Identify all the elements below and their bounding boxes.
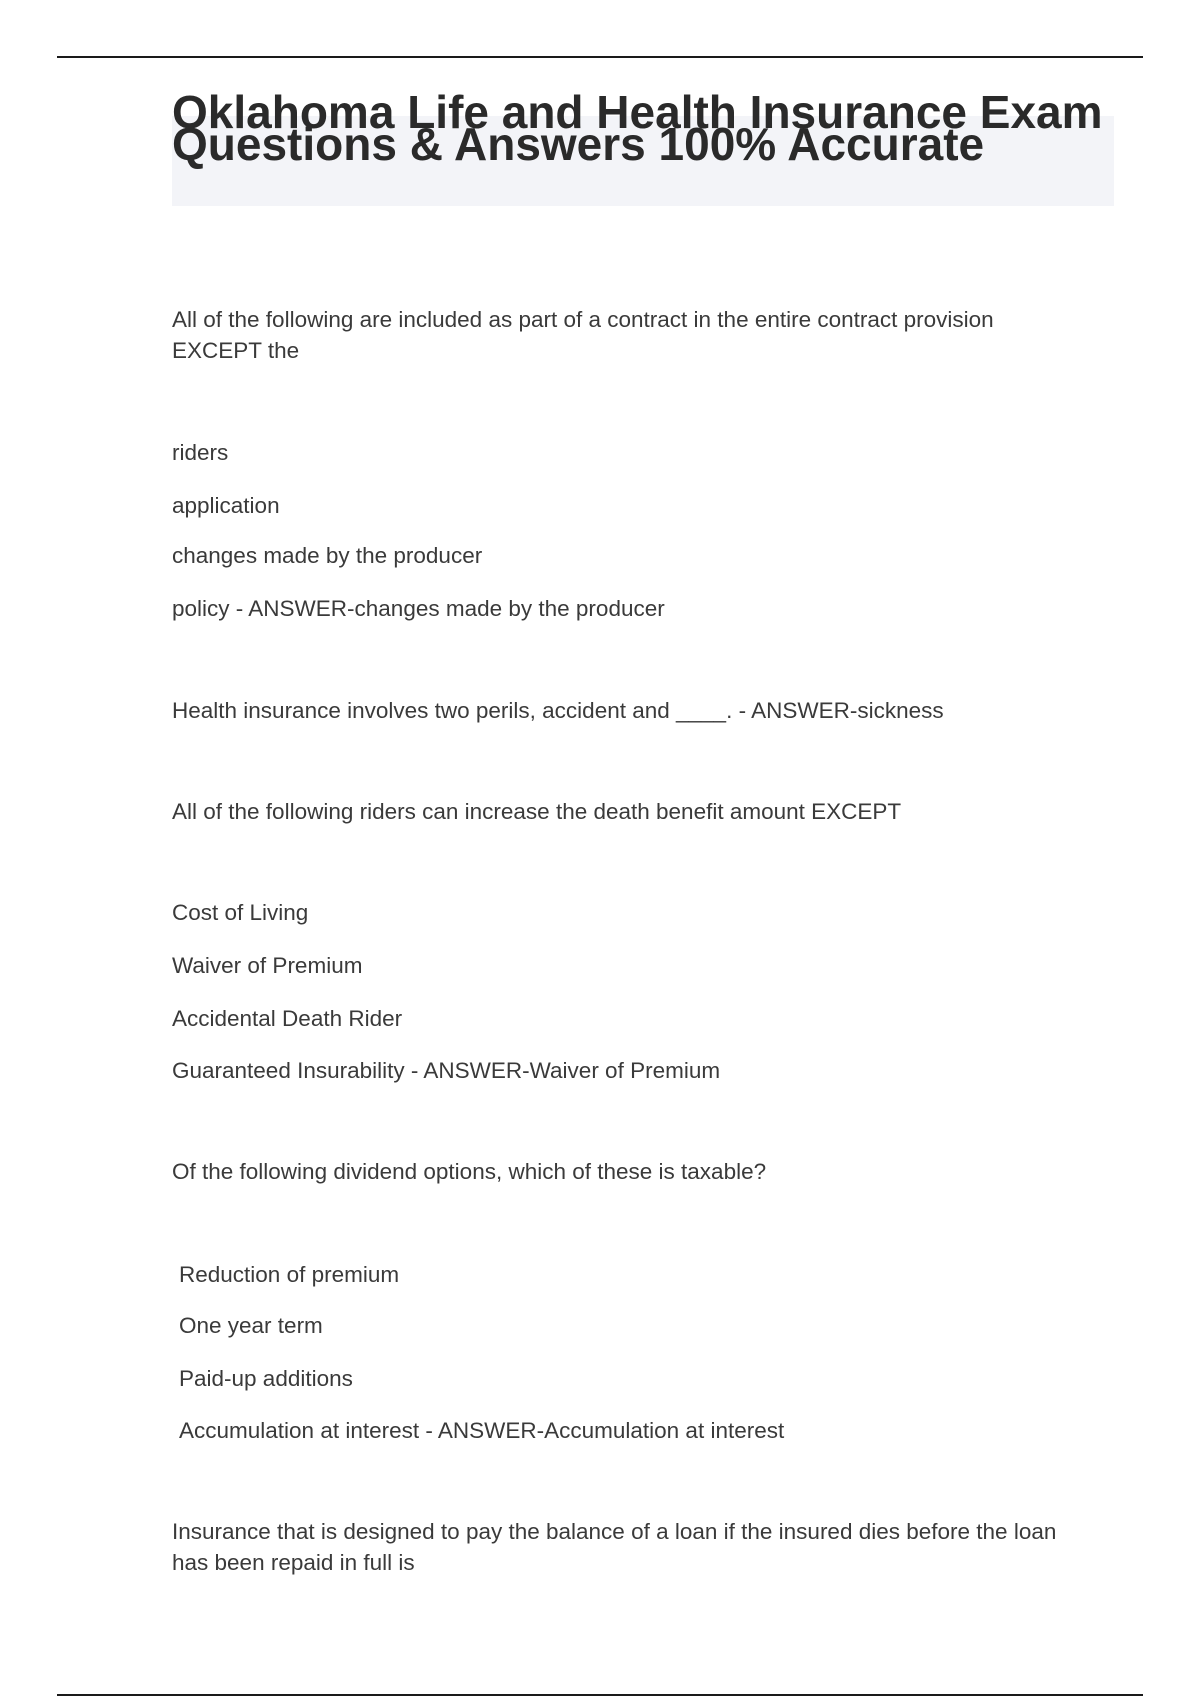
- question-3-option-2: Waiver of Premium: [172, 953, 363, 978]
- question-3-option-1: Cost of Living: [172, 900, 309, 925]
- question-3-option-4-answer: Guaranteed Insurability - ANSWER-Waiver of Premium: [172, 1058, 721, 1083]
- question-1-option-1: riders: [172, 440, 229, 465]
- question-1-option-4-answer: policy - ANSWER-changes made by the producer: [172, 596, 665, 621]
- question-4-option-4-answer: Accumulation at interest - ANSWER-Accumulation at interest: [179, 1418, 785, 1443]
- question-4-option-1: Reduction of premium: [179, 1262, 400, 1287]
- question-1-option-2: application: [172, 493, 280, 518]
- question-1-option-3: changes made by the producer: [172, 543, 483, 568]
- question-4-text: Of the following dividend options, which of these is taxable?: [172, 1159, 767, 1184]
- question-2-text: Health insurance involves two perils, accident and ____. - ANSWER-sickness: [172, 698, 944, 723]
- question-4-option-3: Paid-up additions: [179, 1366, 353, 1391]
- document-title: Oklahoma Life and Health Insurance Exam Questions & Answers 100% Accurate: [172, 86, 1103, 170]
- question-3-text: All of the following riders can increase the death benefit amount EXCEPT: [172, 799, 902, 824]
- question-5-text: Insurance that is designed to pay the balance of a loan if the insured dies before the loan has been repaid in full is: [172, 1519, 1057, 1575]
- top-rule: [57, 56, 1143, 58]
- question-4-option-2: One year term: [179, 1313, 323, 1338]
- question-3-option-3: Accidental Death Rider: [172, 1006, 403, 1031]
- question-1-text: All of the following are included as part of a contract in the entire contract provision EXCEPT the: [172, 307, 994, 363]
- bottom-rule: [57, 1694, 1143, 1696]
